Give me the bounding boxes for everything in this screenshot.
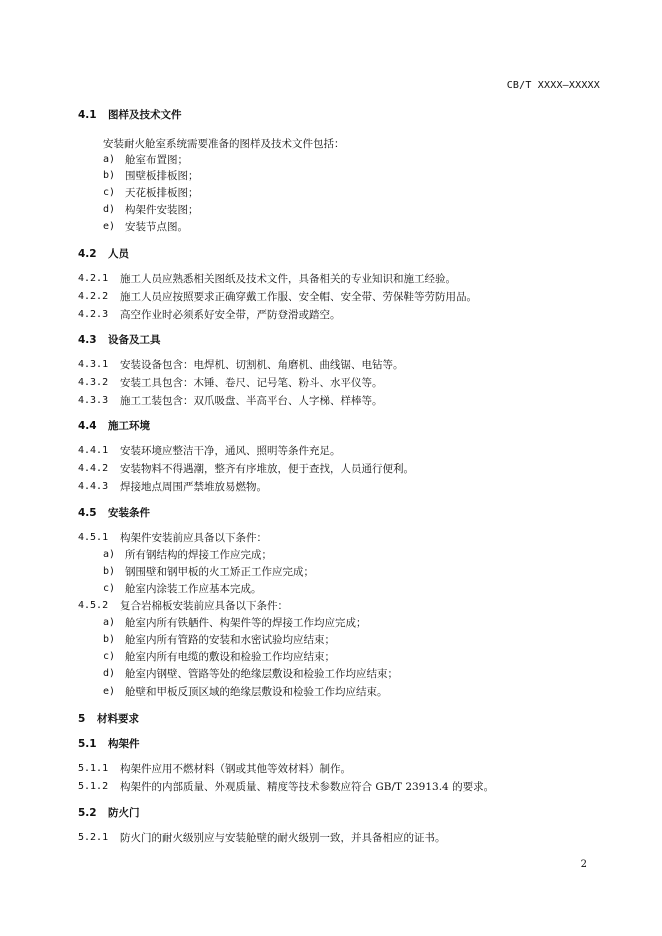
clause-number: 5.2.1: [78, 832, 109, 843]
clause-number: 4.4: [78, 420, 97, 432]
clause-number: d): [103, 204, 116, 215]
heading-text: 设备及工具: [108, 334, 161, 346]
clause-number: d): [103, 668, 116, 679]
clause-number: c): [103, 583, 116, 594]
clause-number: 4.5.2: [78, 600, 109, 611]
clause-number: 4.3.3: [78, 395, 109, 406]
clause-number: e): [103, 686, 116, 697]
clause-number: a): [103, 154, 116, 165]
clause-number: 4.1: [78, 109, 97, 121]
clause-number: 4.2.1: [78, 273, 109, 284]
clause-number: 4.3: [78, 334, 97, 346]
clause-number: 4.3.2: [78, 377, 109, 388]
clause-text: 所有钢结构的焊接工作应完成；: [125, 549, 272, 561]
clause-number: 5.1.2: [78, 781, 109, 792]
clause-number: a): [103, 617, 116, 628]
clause-number: 4.2.3: [78, 309, 109, 320]
clause-text: 舱壁和甲板反顶区域的绝缘层敷设和检验工作均应结束。: [125, 686, 388, 698]
clause-number: b): [103, 566, 116, 577]
clause-text: 构架件安装前应具备以下条件：: [120, 532, 267, 544]
clause-text: 安装节点图。: [125, 221, 188, 233]
clause-text: 安装物料不得遇潮，整齐有序堆放，便于查找，人员通行便利。: [120, 463, 414, 475]
heading-text: 材料要求: [97, 713, 139, 725]
clause-text: 安装耐火舱室系统需要准备的图样及技术文件包括：: [103, 138, 345, 150]
clause-text: 钢围壁和钢甲板的火工矫正工作应完成；: [125, 566, 314, 578]
clause-text: 高空作业时必须系好安全带，严防登滑或踏空。: [120, 309, 341, 321]
clause-number: 4.5: [78, 507, 97, 519]
clause-number: 4.3.1: [78, 359, 109, 370]
clause-number: 5: [78, 713, 86, 725]
clause-number: 5.2: [78, 807, 97, 819]
clause-number: 4.4.1: [78, 445, 109, 456]
heading-text: 人员: [108, 248, 129, 260]
clause-number: b): [103, 170, 116, 181]
clause-number: c): [103, 651, 116, 662]
clause-number: c): [103, 187, 116, 198]
clause-number: 4.2: [78, 248, 97, 260]
clause-number: 4.5.1: [78, 532, 109, 543]
clause-text: 构架件应用不燃材料（钢或其他等效材料）制作。: [120, 763, 351, 775]
heading-text: 施工环境: [108, 420, 150, 432]
heading-text: 安装条件: [108, 507, 150, 519]
clause-number: a): [103, 549, 116, 560]
clause-text: 施工人员应按照要求正确穿戴工作服、安全帽、安全带、劳保鞋等劳防用品。: [120, 291, 477, 303]
clause-number: 4.4.3: [78, 481, 109, 492]
clause-text: 复合岩棉板安装前应具备以下条件：: [120, 600, 288, 612]
heading-text: 防火门: [108, 807, 140, 819]
clause-text: 天花板排板图；: [125, 187, 199, 199]
clause-text: 舱室布置图；: [125, 154, 188, 166]
heading-text: 图样及技术文件: [108, 109, 182, 121]
clause-text: 围壁板排板图；: [125, 170, 199, 182]
clause-text: 构架件的内部质量、外观质量、精度等技术参数应符合 GB/T 23913.4 的要求。: [120, 781, 495, 793]
clause-text: 舱室内涂装工作应基本完成。: [125, 583, 262, 595]
clause-number: 5.1.1: [78, 763, 109, 774]
clause-text: 安装设备包含：电焊机、切割机、角磨机、曲线锯、电钻等。: [120, 359, 404, 371]
clause-text: 安装环境应整洁干净，通风、照明等条件充足。: [120, 445, 341, 457]
standard-code: CB/T XXXX—XXXXX: [506, 80, 600, 91]
clause-text: 施工工装包含：双爪吸盘、半高平台、人字梯、样棒等。: [120, 395, 383, 407]
clause-text: 舱室内所有管路的安装和水密试验均应结束；: [125, 634, 335, 646]
clause-text: 舱室内钢壁、管路等处的绝缘层敷设和检验工作均应结束；: [125, 668, 398, 680]
clause-text: 构架件安装图；: [125, 204, 199, 216]
clause-text: 舱室内所有电缆的敷设和检验工作均应结束；: [125, 651, 335, 663]
heading-text: 构架件: [108, 738, 140, 750]
page-number: 2: [580, 859, 587, 870]
clause-text: 施工人员应熟悉相关图纸及技术文件，具备相关的专业知识和施工经验。: [120, 273, 456, 285]
clause-text: 安装工具包含：木锤、卷尺、记号笔、粉斗、水平仪等。: [120, 377, 383, 389]
clause-text: 舱室内所有铁舾件、构架件等的焊接工作均应完成；: [125, 617, 367, 629]
clause-number: e): [103, 221, 116, 232]
clause-number: 4.4.2: [78, 463, 109, 474]
clause-text: 焊接地点周围严禁堆放易燃物。: [120, 481, 267, 493]
clause-text: 防火门的耐火级别应与安装舱壁的耐火级别一致，并具备相应的证书。: [120, 832, 446, 844]
clause-number: b): [103, 634, 116, 645]
clause-number: 4.2.2: [78, 291, 109, 302]
clause-number: 5.1: [78, 738, 97, 750]
